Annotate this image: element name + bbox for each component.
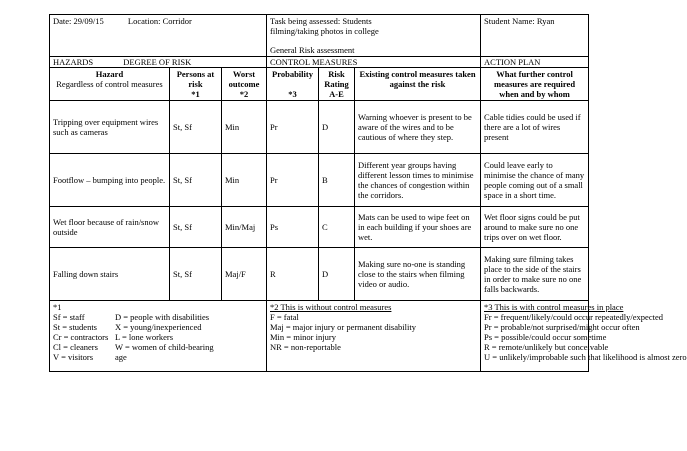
hazard-col-sub: Regardless of control measures <box>56 79 163 89</box>
persons-cell: St, Sf <box>170 154 222 207</box>
task-line3: General Risk assessment <box>270 45 355 55</box>
prob-cell: R <box>267 248 319 301</box>
rating-cell: C <box>319 207 355 248</box>
existing-col-header <box>355 68 481 101</box>
rating-cell: D <box>319 248 355 301</box>
persons-col-title: Persons at risk <box>176 69 215 89</box>
date-text: Date: 29/09/15 <box>53 16 104 26</box>
worst-cell: Min/Maj <box>222 207 267 248</box>
legend-item: NR = non-reportable <box>270 342 341 352</box>
control-label: CONTROL MEASURES <box>270 57 358 67</box>
hazards-label: HAZARDS <box>53 57 94 67</box>
worst-cell: Min <box>222 101 267 154</box>
legend-item: D = people with disabilities <box>115 312 210 322</box>
legend-item: U = unlikely/improbable such that likelihood is almost zero <box>484 352 687 362</box>
further-col-title: What further control measures are required when and by whom <box>493 69 576 99</box>
existing-cell: Making sure no-one is standing close to the stairs when filming video or audio. <box>355 248 481 301</box>
legend-row <box>50 301 589 372</box>
legend-item: Pr = probable/not surprised/might occur often <box>484 322 640 332</box>
risk-assessment-form <box>49 14 687 372</box>
student-name: Student Name: Ryan <box>484 16 555 26</box>
persons-col-note: *1 <box>191 89 200 99</box>
section-row <box>50 57 589 68</box>
rating-col-title: Risk Rating <box>324 69 349 89</box>
hazard-cell: Tripping over equipment wires such as cameras <box>50 101 170 154</box>
header-row <box>50 15 589 57</box>
further-cell: Could leave early to minimise the chance of many people coming out of a small space in a short time. <box>481 154 589 207</box>
risk-assessment-table <box>49 14 687 372</box>
worst-cell: Min <box>222 154 267 207</box>
table-row <box>50 154 589 207</box>
existing-cell: Different year groups having different lesson times to minimise the chances of congestion within the corridors. <box>355 154 481 207</box>
legend-item: Min = minor injury <box>270 332 336 342</box>
hazards-section <box>50 57 267 68</box>
worst-col-header <box>222 68 267 101</box>
rating-col-header <box>319 68 355 101</box>
action-section <box>481 57 589 68</box>
worst-col-note: *2 <box>239 89 249 99</box>
legend-item: Maj = major injury or permanent disability <box>270 322 416 332</box>
prob-cell: Ps <box>267 207 319 248</box>
legend-item: X = young/inexperienced <box>115 322 202 332</box>
rating-cell: D <box>319 101 355 154</box>
legend-item: St = students <box>53 322 97 332</box>
hazard-col-title: Hazard <box>95 69 124 79</box>
prob-col-header <box>267 68 319 101</box>
control-section <box>267 57 481 68</box>
hazard-cell: Wet floor because of rain/snow outside <box>50 207 170 248</box>
existing-col-title: Existing control measures taken against the risk <box>359 69 476 89</box>
legend-item: L = lone workers <box>115 332 174 342</box>
table-row <box>50 101 589 154</box>
legend-item: F = fatal <box>270 312 299 322</box>
legend-item: Ps = possible/could occur sometime <box>484 332 607 342</box>
legend-outcome-title: *2 This is without control measures <box>270 302 392 312</box>
location-text: Location: Corridor <box>127 16 192 26</box>
legend-item: W = women of child-bearing <box>115 342 214 352</box>
rating-col-sub: A-E <box>329 89 344 99</box>
legend-item: Cl = cleaners <box>53 342 98 352</box>
legend-persons-title: *1 <box>53 302 62 312</box>
legend-outcome <box>267 301 481 372</box>
persons-cell: St, Sf <box>170 207 222 248</box>
legend-item: age <box>115 352 127 362</box>
legend-item: V = visitors <box>53 352 94 362</box>
action-label: ACTION PLAN <box>484 57 541 67</box>
hazard-cell: Falling down stairs <box>50 248 170 301</box>
further-col-header <box>481 68 589 101</box>
column-header-row <box>50 68 589 101</box>
prob-cell: Pr <box>267 101 319 154</box>
task-line1: Task being assessed: Students <box>270 16 372 26</box>
student-cell <box>481 15 589 57</box>
task-line2: filming/taking photos in college <box>270 26 379 36</box>
further-cell: Wet floor signs could be put around to make sure no one trips over on wet floor. <box>481 207 589 248</box>
persons-col-header <box>170 68 222 101</box>
legend-item: R = remote/unlikely but conceivable <box>484 342 609 352</box>
prob-col-note: *3 <box>288 89 297 99</box>
legend-probability-title: *3 This is with control measures in place <box>484 302 624 312</box>
legend-item: Sf = staff <box>53 312 85 322</box>
hazard-col-header <box>50 68 170 101</box>
legend-persons <box>50 301 267 372</box>
legend-item: Cr = contractors <box>53 332 109 342</box>
degree-label: DEGREE OF RISK <box>123 57 192 67</box>
prob-col-title: Probability <box>272 69 313 79</box>
existing-cell: Mats can be used to wipe feet on in each building if your shoes are wet. <box>355 207 481 248</box>
table-row <box>50 207 589 248</box>
table-row <box>50 248 589 301</box>
date-location-cell <box>50 15 267 57</box>
persons-cell: St, Sf <box>170 101 222 154</box>
legend-item: Fr = frequent/likely/could occur repeatedly/expected <box>484 312 663 322</box>
prob-cell: Pr <box>267 154 319 207</box>
worst-col-title: Worst outcome <box>228 69 260 89</box>
rating-cell: B <box>319 154 355 207</box>
legend-probability <box>481 301 687 372</box>
persons-cell: St, Sf <box>170 248 222 301</box>
task-cell <box>267 15 481 57</box>
further-cell: Making sure filming takes place to the side of the stairs in order to make sure no one falls backwards. <box>481 248 589 301</box>
existing-cell: Warning whoever is present to be aware of the wires and to be cautious of where they step. <box>355 101 481 154</box>
worst-cell: Maj/F <box>222 248 267 301</box>
further-cell: Cable tidies could be used if there are a lot of wires present <box>481 101 589 154</box>
hazard-cell: Footflow – bumping into people. <box>50 154 170 207</box>
